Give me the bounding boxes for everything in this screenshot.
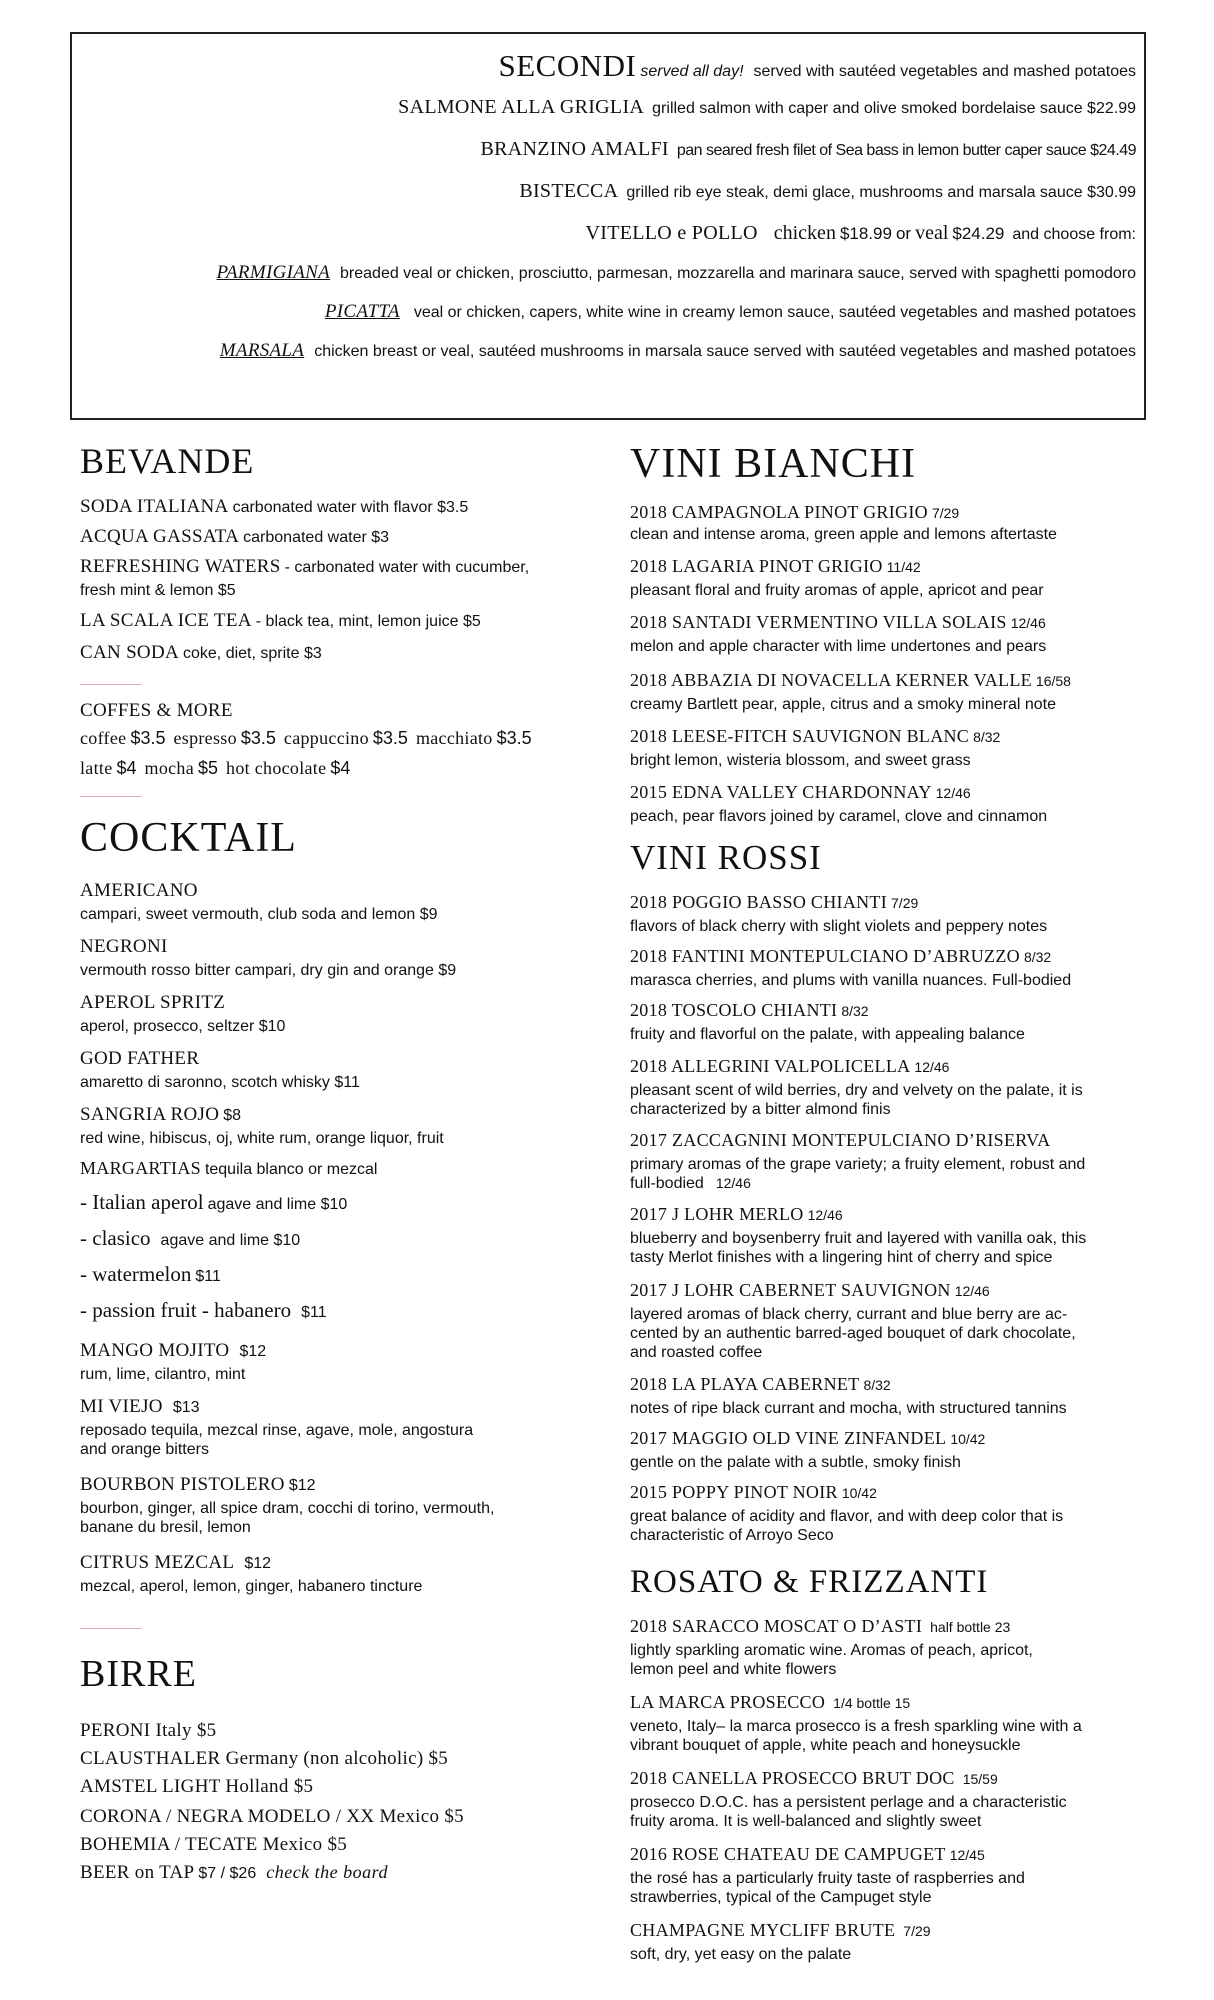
item-price: $12 xyxy=(288,1477,316,1494)
margarita-1 xyxy=(80,1190,347,1215)
item-price: $12 xyxy=(244,1555,272,1572)
rosso-2-desc: marasca cherries, and plums with vanilla nuances. Full-bodied xyxy=(630,972,1072,989)
rosso-5 xyxy=(630,1130,1050,1151)
rosso-4-desc2: characterized by a bitter almond finis xyxy=(630,1101,891,1118)
item-name: MI VIEJO xyxy=(80,1396,163,1417)
latte-price: $4 xyxy=(116,758,137,778)
wine-price: 1/4 bottle 15 xyxy=(833,1695,911,1711)
mocha-name: mocha xyxy=(144,758,194,778)
margarita-4 xyxy=(80,1298,327,1323)
item-desc: breaded veal or chicken, prosciutto, parmesan, mozzarella and marinara sauce, served with spaghetti pomodoro xyxy=(340,265,1136,282)
coffee-name: coffee xyxy=(80,728,127,748)
americano-desc: campari, sweet vermouth, club soda and lemon $9 xyxy=(80,906,438,923)
divider xyxy=(80,684,142,685)
wine-price: 12/46 xyxy=(954,1283,990,1299)
item-price: $13 xyxy=(172,1399,200,1416)
wine-name: 2017 ZACCAGNINI MONTEPULCIANO D’RISERVA xyxy=(630,1130,1051,1150)
item-desc: agave and lime $10 xyxy=(160,1232,301,1249)
wine-price: 16/58 xyxy=(1035,673,1071,689)
coffee-line-1 xyxy=(80,728,532,749)
item-name: SANGRIA ROJO xyxy=(80,1104,220,1125)
sangria-line xyxy=(80,1104,241,1126)
item-desc: - carbonated water with cucumber, xyxy=(284,559,530,576)
item-name: - passion fruit - habanero xyxy=(80,1298,292,1322)
item-name: BRANZINO AMALFI xyxy=(480,138,669,160)
beer-6 xyxy=(80,1862,388,1884)
hot-chocolate-name: hot chocolate xyxy=(226,758,327,778)
beer-1: PERONI Italy $5 xyxy=(80,1720,217,1741)
bianco-1 xyxy=(630,502,959,523)
item-price: $7 / $26 xyxy=(198,1865,257,1882)
rossi-title: VINI ROSSI xyxy=(630,838,822,877)
rosso-7 xyxy=(630,1280,990,1301)
frizzante-4 xyxy=(630,1844,985,1865)
rosso-10 xyxy=(630,1482,877,1503)
bourbon-desc: bourbon, ginger, all spice dram, cocchi di torino, vermouth, xyxy=(80,1500,495,1517)
macchiato-name: macchiato xyxy=(415,728,493,748)
wine-price: 8/32 xyxy=(841,1003,869,1019)
item-name: SALMONE ALLA GRIGLIA xyxy=(398,96,645,118)
item-price: $12 xyxy=(239,1343,267,1360)
wine-name: 2017 J LOHR MERLO xyxy=(630,1204,804,1224)
frizzante-1-desc2: lemon peel and white flowers xyxy=(630,1661,837,1678)
item-desc: tequila blanco or mezcal xyxy=(204,1161,378,1178)
mango-desc: rum, lime, cilantro, mint xyxy=(80,1366,246,1383)
wine-name: 2018 SARACCO MOSCAT O D’ASTI xyxy=(630,1616,923,1636)
wine-price: 11/42 xyxy=(886,559,921,575)
veal-price: $24.29 xyxy=(952,224,1005,243)
item-name: MANGO MOJITO xyxy=(80,1340,230,1361)
hot-chocolate-price: $4 xyxy=(330,758,351,778)
item-name: - clasico xyxy=(80,1226,151,1250)
or-word: or xyxy=(895,224,912,243)
item-desc: pan seared fresh filet of Sea bass in lemon butter caper sauce $24.49 xyxy=(676,142,1136,159)
wine-name: 2018 CAMPAGNOLA PINOT GRIGIO xyxy=(630,502,928,522)
secondi-vitello-pollo xyxy=(586,222,1136,245)
wine-price: 7/29 xyxy=(903,1923,931,1939)
rosato-title: ROSATO & FRIZZANTI xyxy=(630,1564,989,1600)
secondi-salmone xyxy=(398,96,1136,119)
wine-price: 12/46 xyxy=(715,1175,751,1191)
rosso-10-desc: great balance of acidity and flavor, and with deep color that is xyxy=(630,1508,1064,1525)
frizzante-2 xyxy=(630,1692,910,1713)
wine-price: 12/46 xyxy=(807,1207,843,1223)
item-desc: $11 xyxy=(301,1304,327,1321)
item-desc: - black tea, mint, lemon juice $5 xyxy=(255,613,481,630)
frizzante-4-desc: the rosé has a particularly fruity taste of raspberries and xyxy=(630,1870,1025,1887)
rosso-9-desc: gentle on the palate with a subtle, smoky finish xyxy=(630,1454,961,1471)
rosso-7-desc: layered aromas of black cherry, currant and blue berry are ac- xyxy=(630,1306,1068,1323)
wine-price: 8/32 xyxy=(973,729,1001,745)
item-price: $8 xyxy=(223,1107,242,1124)
rosso-6-desc2: tasty Merlot finishes with a lingering hint of cherry and spice xyxy=(630,1249,1053,1266)
item-name: VITELLO e POLLO xyxy=(585,222,758,244)
wine-name: 2018 SANTADI VERMENTINO VILLA SOLAIS xyxy=(630,612,1007,632)
item-desc: coke, diet, sprite $3 xyxy=(183,645,322,662)
divider xyxy=(80,796,142,797)
item-name: MARSALA xyxy=(219,340,305,361)
beer-3: AMSTEL LIGHT Holland $5 xyxy=(80,1776,314,1797)
mango-line xyxy=(80,1340,266,1362)
bianco-3 xyxy=(630,612,1046,633)
choose-from: and choose from: xyxy=(1012,226,1136,243)
bianco-4 xyxy=(630,670,1071,691)
item-desc: carbonated water with flavor $3.5 xyxy=(232,499,469,516)
bianco-4-desc: creamy Bartlett pear, apple, citrus and a smoky mineral note xyxy=(630,696,1056,713)
bianco-6-desc: peach, pear flavors joined by caramel, clove and cinnamon xyxy=(630,808,1048,825)
wine-price: 15/59 xyxy=(962,1771,998,1787)
wine-price: 7/29 xyxy=(931,505,960,521)
wine-name: 2018 FANTINI MONTEPULCIANO D’ABRUZZO xyxy=(630,946,1020,966)
bevande-title: BEVANDE xyxy=(80,441,255,481)
item-name: BOURBON PISTOLERO xyxy=(80,1474,285,1495)
item-name: - Italian aperol xyxy=(80,1190,204,1214)
wine-price: 10/42 xyxy=(841,1485,877,1501)
item-desc: grilled salmon with caper and olive smoked bordelaise sauce $22.99 xyxy=(652,100,1136,117)
secondi-branzino xyxy=(480,138,1136,161)
secondi-marsala xyxy=(220,340,1136,362)
miviejo-desc2: and orange bitters xyxy=(80,1441,209,1458)
wine-name: 2015 POPPY PINOT NOIR xyxy=(630,1482,838,1502)
divider xyxy=(80,1628,142,1629)
bevande-refreshing-desc2: fresh mint & lemon $5 xyxy=(80,582,236,599)
aperol-name: APEROL SPRITZ xyxy=(80,992,226,1013)
secondi-bistecca xyxy=(519,180,1136,203)
rosso-7-desc2: cented by an authentic barred-aged bouquet of dark chocolate, xyxy=(630,1325,1076,1342)
wine-name: 2018 ALLEGRINI VALPOLICELLA xyxy=(630,1056,911,1076)
rosso-4-desc: pleasant scent of wild berries, dry and velvety on the palate, it is xyxy=(630,1082,1083,1099)
godfather-name: GOD FATHER xyxy=(80,1048,200,1069)
coffee-line-2 xyxy=(80,758,350,779)
frizzante-1-desc: lightly sparkling aromatic wine. Aromas of peach, apricot, xyxy=(630,1642,1033,1659)
item-name: PICATTA xyxy=(324,301,400,322)
bourbon-line xyxy=(80,1474,316,1496)
rosso-10-desc2: characteristic of Arroyo Seco xyxy=(630,1527,834,1544)
cocktail-title: COCKTAIL xyxy=(80,815,297,861)
mocha-price: $5 xyxy=(198,758,219,778)
secondi-note: served all day! xyxy=(640,63,744,80)
aperol-desc: aperol, prosecco, seltzer $10 xyxy=(80,1018,286,1035)
espresso-price: $3.5 xyxy=(240,728,276,748)
item-name: BISTECCA xyxy=(519,180,619,202)
frizzante-5 xyxy=(630,1920,931,1941)
wine-price: 7/29 xyxy=(891,895,919,911)
beer-2: CLAUSTHALER Germany (non alcoholic) $5 xyxy=(80,1748,449,1769)
frizzante-2-desc: veneto, Italy– la marca prosecco is a fresh sparkling wine with a xyxy=(630,1718,1082,1735)
wine-name: 2018 TOSCOLO CHIANTI xyxy=(630,1000,838,1020)
item-name: CITRUS MEZCAL xyxy=(80,1552,235,1573)
secondi-picatta xyxy=(325,301,1136,323)
wine-name: 2018 CANELLA PROSECCO BRUT DOC xyxy=(630,1768,955,1788)
item-name: REFRESHING WATERS xyxy=(80,556,281,577)
beer-4: CORONA / NEGRA MODELO / XX Mexico $5 xyxy=(80,1806,464,1827)
espresso-name: espresso xyxy=(173,728,237,748)
chicken-word: chicken xyxy=(773,222,836,244)
wine-name: 2018 LAGARIA PINOT GRIGIO xyxy=(630,556,883,576)
rosso-6 xyxy=(630,1204,843,1225)
wine-name: 2017 MAGGIO OLD VINE ZINFANDEL xyxy=(630,1428,947,1448)
coffee-price: $3.5 xyxy=(130,728,166,748)
frizzante-3 xyxy=(630,1768,998,1789)
wine-name: 2017 J LOHR CABERNET SAUVIGNON xyxy=(630,1280,951,1300)
wine-price: 12/45 xyxy=(949,1847,985,1863)
wine-price: 12/46 xyxy=(935,785,971,801)
cappuccino-name: cappuccino xyxy=(283,728,369,748)
cappuccino-price: $3.5 xyxy=(372,728,408,748)
item-desc: agave and lime $10 xyxy=(207,1196,348,1213)
margaritas-line xyxy=(80,1158,377,1179)
bianco-5-desc: bright lemon, wisteria blossom, and sweet grass xyxy=(630,752,971,769)
beer-5: BOHEMIA / TECATE Mexico $5 xyxy=(80,1834,348,1855)
sangria-desc: red wine, hibiscus, oj, white rum, orange liquor, fruit xyxy=(80,1130,444,1147)
secondi-title-line xyxy=(499,48,1137,84)
wine-price: 10/42 xyxy=(950,1431,986,1447)
margarita-2 xyxy=(80,1226,300,1251)
rosso-6-desc: blueberry and boysenberry fruit and layered with vanilla oak, this xyxy=(630,1230,1087,1247)
bianco-6 xyxy=(630,782,971,803)
frizzante-1 xyxy=(630,1616,1010,1637)
wine-price: 12/46 xyxy=(1010,615,1046,631)
wine-name: CHAMPAGNE MYCLIFF BRUTE xyxy=(630,1920,896,1940)
item-desc: grilled rib eye steak, demi glace, mushrooms and marsala sauce $30.99 xyxy=(626,184,1136,201)
rosso-8 xyxy=(630,1374,891,1395)
frizzante-3-desc2: fruity aroma. It is well-balanced and slightly sweet xyxy=(630,1813,982,1830)
frizzante-3-desc: prosecco D.O.C. has a persistent perlage and a characteristic xyxy=(630,1794,1067,1811)
item-note: check the board xyxy=(266,1862,389,1882)
bevande-refreshing xyxy=(80,556,529,578)
bevande-acqua xyxy=(80,526,389,548)
bevande-cansoda xyxy=(80,642,322,664)
bianco-1-desc: clean and intense aroma, green apple and lemons aftertaste xyxy=(630,526,1057,543)
item-desc: veal or chicken, capers, white wine in creamy lemon sauce, sautéed vegetables and mashed potatoes xyxy=(413,304,1136,321)
rosso-3-desc: fruity and flavorful on the palate, with appealing balance xyxy=(630,1026,1025,1043)
frizzante-5-desc: soft, dry, yet easy on the palate xyxy=(630,1946,852,1963)
rosso-1-desc: flavors of black cherry with slight violets and peppery notes xyxy=(630,918,1048,935)
wine-name: LA MARCA PROSECCO xyxy=(630,1692,826,1712)
chicken-price: $18.99 xyxy=(839,224,892,243)
secondi-subtitle: served with sautéed vegetables and mashed potatoes xyxy=(753,63,1136,80)
item-desc: carbonated water $3 xyxy=(243,529,390,546)
rosso-5-desc2-line xyxy=(630,1175,751,1193)
frizzante-4-desc2: strawberries, typical of the Campuget style xyxy=(630,1889,932,1906)
rosso-4 xyxy=(630,1056,949,1077)
latte-name: latte xyxy=(80,758,113,778)
wine-price: 12/46 xyxy=(914,1059,950,1075)
wine-name: 2018 ABBAZIA DI NOVACELLA KERNER VALLE xyxy=(630,670,1032,690)
miviejo-desc: reposado tequila, mezcal rinse, agave, mole, angostura xyxy=(80,1422,474,1439)
citrus-line xyxy=(80,1552,271,1574)
item-name: LA SCALA ICE TEA xyxy=(80,610,252,631)
rosso-8-desc: notes of ripe black currant and mocha, with structured tannins xyxy=(630,1400,1067,1417)
secondi-title: SECONDI xyxy=(498,48,637,83)
bianco-5 xyxy=(630,726,1000,747)
rosso-7-desc3: and roasted coffee xyxy=(630,1344,763,1361)
macchiato-price: $3.5 xyxy=(496,728,532,748)
americano-name: AMERICANO xyxy=(80,880,198,901)
secondi-parmigiana xyxy=(217,262,1136,284)
wine-name: 2018 LEESE-FITCH SAUVIGNON BLANC xyxy=(630,726,970,746)
item-desc: chicken breast or veal, sautéed mushrooms in marsala sauce served with sautéed vegetables and mashed potatoes xyxy=(314,343,1136,360)
frizzante-2-desc2: vibrant bouquet of apple, white peach and honeysuckle xyxy=(630,1737,1021,1754)
item-name: MARGARTIAS xyxy=(80,1158,201,1178)
rosso-5-desc: primary aromas of the grape variety; a fruity element, robust and xyxy=(630,1156,1086,1173)
item-name: BEER on TAP xyxy=(80,1862,195,1883)
item-name: SODA ITALIANA xyxy=(80,496,229,517)
wine-name: 2018 LA PLAYA CABERNET xyxy=(630,1374,860,1394)
wine-name: 2018 POGGIO BASSO CHIANTI xyxy=(630,892,888,912)
rosso-9 xyxy=(630,1428,985,1449)
bianco-2-desc: pleasant floral and fruity aromas of apple, apricot and pear xyxy=(630,582,1044,599)
bevande-lascala xyxy=(80,610,481,632)
bevande-soda xyxy=(80,496,468,518)
item-name: PARMIGIANA xyxy=(216,262,331,283)
godfather-desc: amaretto di saronno, scotch whisky $11 xyxy=(80,1074,360,1091)
rosso-5-desc2: full-bodied xyxy=(630,1175,704,1192)
coffee-title: COFFES & MORE xyxy=(80,700,233,721)
rosso-1 xyxy=(630,892,918,913)
bourbon-desc2: banane du bresil, lemon xyxy=(80,1519,251,1536)
birre-title: BIRRE xyxy=(80,1653,197,1695)
secondi-box xyxy=(70,32,1146,420)
wine-price: 8/32 xyxy=(1023,949,1052,965)
rosso-2 xyxy=(630,946,1051,967)
item-name: CAN SODA xyxy=(80,642,179,663)
wine-price: 8/32 xyxy=(863,1377,891,1393)
veal-word: veal xyxy=(915,222,949,244)
bianco-2 xyxy=(630,556,921,577)
wine-name: 2015 EDNA VALLEY CHARDONNAY xyxy=(630,782,932,802)
miviejo-line xyxy=(80,1396,200,1418)
bianco-3-desc: melon and apple character with lime undertones and pears xyxy=(630,638,1047,655)
citrus-desc: mezcal, aperol, lemon, ginger, habanero tincture xyxy=(80,1578,423,1595)
wine-price: half bottle 23 xyxy=(930,1619,1011,1635)
item-name: ACQUA GASSATA xyxy=(80,526,240,547)
negroni-desc: vermouth rosso bitter campari, dry gin and orange $9 xyxy=(80,962,457,979)
item-name: - watermelon xyxy=(80,1262,192,1286)
wine-name: 2016 ROSE CHATEAU DE CAMPUGET xyxy=(630,1844,946,1864)
negroni-name: NEGRONI xyxy=(80,936,168,957)
item-desc: $11 xyxy=(195,1268,221,1285)
margarita-3 xyxy=(80,1262,221,1287)
bianchi-title: VINI BIANCHI xyxy=(630,441,917,487)
rosso-3 xyxy=(630,1000,869,1021)
